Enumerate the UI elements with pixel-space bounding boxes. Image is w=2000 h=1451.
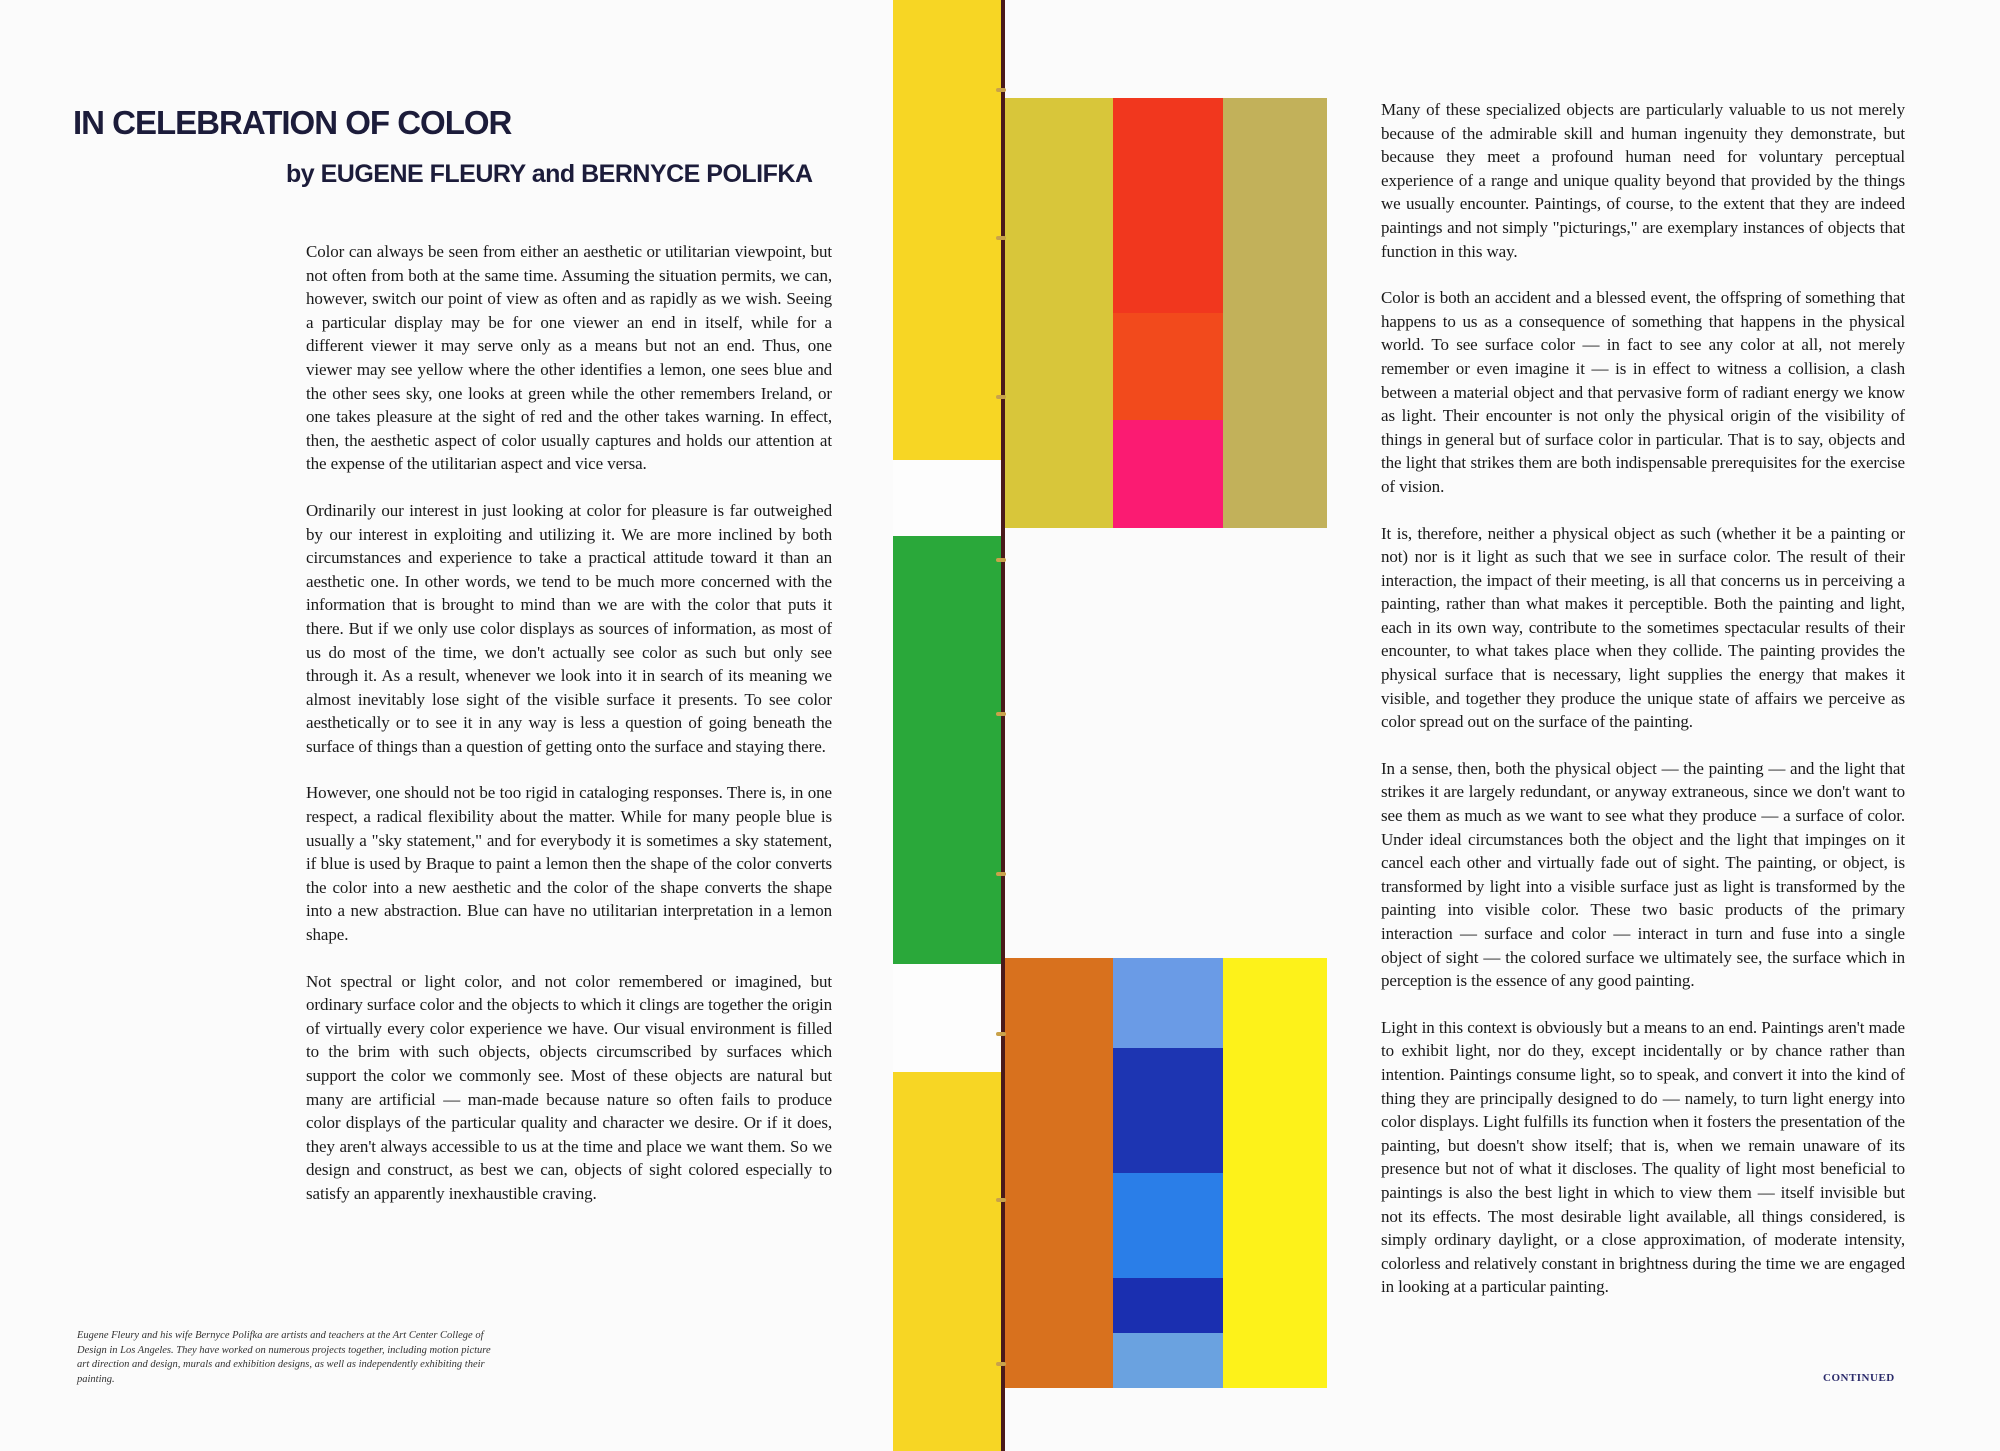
article-byline: by EUGENE FLEURY and BERNYCE POLIFKA — [286, 160, 813, 188]
navy-swatch — [1113, 1048, 1223, 1173]
light-blue-swatch — [1113, 958, 1223, 1048]
stitch-6 — [996, 872, 1006, 876]
yellow-tab-bottom — [893, 1072, 1003, 1451]
left-column — [306, 240, 832, 1229]
left-paragraph-4: Not spectral or light color, and not color remembered or imagined, but ordinary surface color and the objects to which it clings are together the origin of virtually every color experience we have. Our visual environment is filled to the brim with such objects, objects circumscribed by surfaces which support the color we commonly see. Most of these objects are natural but many are artificial — man-made because nature so often fails to produce color displays of the particular quality and character we desire. Or if it does, they aren't always accessible to us at the time and place we want them. So we design and construct, as best we can, objects of sight colored especially to satisfy an apparently inexhaustible craving. — [306, 971, 832, 1203]
right-paragraph-3: It is, therefore, neither a physical object as such (whether it be a painting or not) nor is it light as such that we see in surface color. The result of their interaction, the impact of their meeting, is all that concerns us in perceiving a painting, rather than what makes it perceptible. Both the painting and light, each in its own way, contribute to the sometimes spectacular results of their encounter, to what takes place when they collide. The painting provides the physical surface that is necessary, light supplies the energy that makes it visible, and together they produce the unique state of affairs we perceive as color spread out on the surface of the painting. — [1381, 523, 1905, 732]
red-orange-swatch — [1113, 313, 1223, 420]
left-paragraph-3: However, one should not be too rigid in cataloging responses. There is, in one respect, a radical flexibility about the matter. While for many people blue is usually a "sky statement," and for everybody it is sometimes a sky statement, if blue is used by Braque to paint a lemon then the shape of the color converts the color into a new aesthetic and the color of the shape converts the shape into a new abstraction. Blue can have no utilitarian interpretation in a lemon shape. — [306, 783, 832, 945]
green-tab — [893, 536, 1003, 964]
pink-swatch — [1113, 420, 1223, 528]
article-title: IN CELEBRATION OF COLOR — [73, 104, 512, 141]
stitch-9 — [996, 1362, 1006, 1366]
author-bio: Eugene Fleury and his wife Bernyce Polifka are artists and teachers at the Art Center College of Design in Los Angeles. They have worked on numerous projects together, including motion picture art direction and design, murals and exhibition designs, as well as independently exhibiting their painting. — [77, 1330, 491, 1385]
olive-swatch — [1003, 98, 1113, 528]
right-paragraph-2: Color is both an accident and a blessed event, the offspring of something that happens to us as a consequence of something that happens in the physical world. To see surface color — in fact to see any color at all, not merely remember or even imagine it — is in effect to witness a collision, a clash between a material object and that pervasive form of radiant energy we know as light. Their encounter is not only the physical origin of the visibility of things in general but of surface color in particular. That is to say, objects and the light that strikes them are both indispensable prerequisites for the exercise of vision. — [1381, 288, 1905, 496]
continued-label: CONTINUED — [1823, 1372, 1895, 1384]
orange-swatch — [1003, 958, 1113, 1388]
khaki-swatch — [1223, 98, 1327, 528]
right-column — [1381, 98, 1905, 1322]
stitch-5 — [996, 712, 1006, 716]
stitch-3 — [996, 395, 1006, 399]
bright-yellow-swatch — [1223, 958, 1327, 1388]
binding-spine — [1001, 0, 1005, 1451]
stitch-1 — [996, 88, 1006, 92]
stitch-2 — [996, 236, 1006, 240]
pale-blue-swatch — [1113, 1333, 1223, 1388]
dark-blue-swatch — [1113, 1278, 1223, 1333]
stitch-8 — [996, 1198, 1006, 1202]
blue-swatch — [1113, 1173, 1223, 1278]
left-paragraph-2: Ordinarily our interest in just looking at color for pleasure is far outweighed by our interest in exploiting and utilizing it. We are more inclined by both circumstances and experience to take a practical attitude toward it than an aesthetic one. In other words, we tend to be much more concerned with the information that is brought to mind than we are with the color that puts it there. But if we only use color displays as sources of information, as most of us do most of the time, we don't actually see color as such but only see through it. As a result, whenever we look into it in search of its meaning we almost inevitably lose sight of the visible surface it presents. To see color aesthetically or to see it in any way is less a question of going beneath the surface of things than a question of getting onto the surface and staying there. — [306, 500, 832, 756]
yellow-tab-top — [893, 0, 1003, 460]
stitch-4 — [996, 558, 1006, 562]
red-swatch — [1113, 98, 1223, 313]
left-paragraph-1: Color can always be seen from either an aesthetic or utilitarian viewpoint, but not often from both at the same time. Assuming the situation permits, we can, however, switch our point of view as often and as rapidly as we wish. Seeing a particular display may be for one viewer an end in itself, while for a different viewer it may serve only as a means but not an end. Thus, one viewer may see yellow where the other identifies a lemon, one sees blue and the other sees sky, one looks at green while the other remembers Ireland, or one takes pleasure at the sight of red and the other takes warning. In effect, then, the aesthetic aspect of color usually captures and holds our attention at the expense of the utilitarian aspect and vice versa. — [306, 242, 832, 474]
right-paragraph-1: Many of these specialized objects are particularly valuable to us not merely because of the admirable skill and human ingenuity they demonstrate, but because they meet a profound human need for voluntary perceptual experience of a range and unique quality beyond that provided by the things we usually encounter. Paintings, of course, to the extent that they are indeed paintings and not simply "picturings," are exemplary instances of objects that function in this way. — [1381, 100, 1905, 261]
right-paragraph-4: In a sense, then, both the physical object — the painting — and the light that strikes it are largely redundant, or anyway extraneous, since we don't want to see them as much as we want to see what they produce — a surface of color. Under ideal circumstances both the object and the light that impinges on it cancel each other and virtually fade out of sight. The painting, or object, is transformed by light into a visible surface just as light is transformed by the painting into visible color. These two basic products of the primary interaction — surface and color — interact in turn and fuse into a single object of sight — the colored surface we ultimately see, the surface which in perception is the essence of any good painting. — [1381, 758, 1905, 991]
stitch-7 — [996, 1032, 1006, 1036]
right-paragraph-5: Light in this context is obviously but a means to an end. Paintings aren't made to exhibit light, nor do they, except incidentally or by chance rather than intention. Paintings consume light, so to speak, and convert it into the kind of thing they are principally designed to do — namely, to turn light energy into color displays. Light fulfills its function when it fosters the presentation of the painting, but doesn't show itself; that is, when we remain unaware of its presence but not of what it discloses. The quality of light most beneficial to paintings is also the best light in which to view them — itself invisible but not its effects. The most desirable light available, all things considered, is simply ordinary daylight, or a close approximation, of moderate intensity, colorless and relatively constant in brightness during the time we are engaged in looking at a particular painting. — [1381, 1017, 1905, 1297]
